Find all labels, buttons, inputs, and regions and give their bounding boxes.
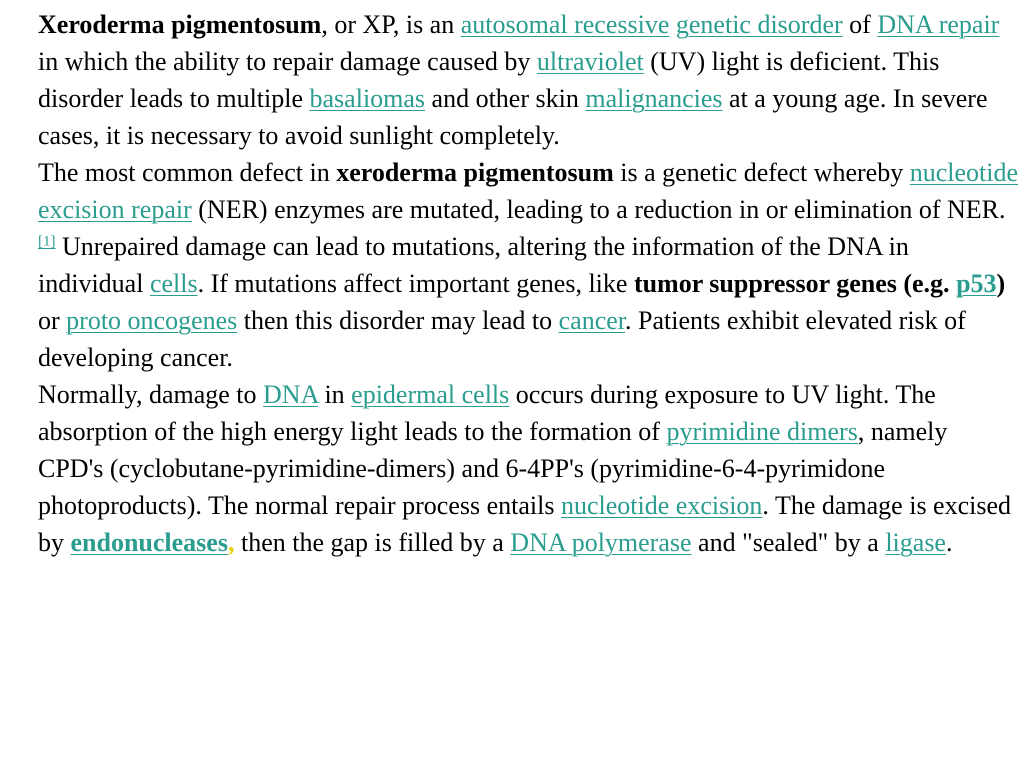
link-epidermal-cells[interactable]: epidermal cells bbox=[351, 380, 510, 409]
highlighted-comma: , bbox=[227, 528, 235, 557]
link-basaliomas[interactable]: basaliomas bbox=[309, 84, 426, 113]
text: ) bbox=[996, 269, 1006, 298]
link-dna[interactable]: DNA bbox=[263, 380, 318, 409]
paragraph-defect bbox=[38, 154, 1018, 376]
link-autosomal-recessive[interactable]: autosomal recessive bbox=[460, 10, 670, 39]
text: is a genetic defect whereby bbox=[613, 158, 910, 187]
paragraph-mechanism bbox=[38, 376, 1018, 561]
link-nucleotide-excision-repair[interactable]: nucleotide excision repair bbox=[38, 158, 1019, 224]
text: , namely CPD's (cyclobutane-pyrimidine-dimers) and 6-4PP's (pyrimidine-6-4-pyrimidone photoproducts). The normal repair process entails bbox=[38, 417, 948, 520]
text: (UV) light is deficient. This disorder leads to multiple bbox=[38, 47, 940, 113]
link-pyrimidine-dimers[interactable]: pyrimidine dimers bbox=[666, 417, 858, 446]
link-ligase[interactable]: ligase bbox=[885, 528, 946, 557]
link-proto-oncogenes[interactable]: proto oncogenes bbox=[66, 306, 238, 335]
text: . Patients exhibit elevated risk of developing cancer. bbox=[38, 306, 966, 372]
term-xeroderma-pigmentosum: Xeroderma pigmentosum bbox=[38, 10, 322, 39]
term-tumor-suppressor-genes bbox=[634, 269, 1005, 298]
link-p53[interactable]: p53 bbox=[956, 269, 997, 298]
text: occurs during exposure to UV light. The absorption of the high energy light leads to the formation of bbox=[38, 380, 936, 446]
text: tumor suppressor genes (e.g. bbox=[633, 269, 957, 298]
text: or bbox=[38, 306, 67, 335]
text: and other skin bbox=[425, 84, 586, 113]
text: . bbox=[945, 528, 953, 557]
text: (NER) enzymes are mutated, leading to a reduction in or elimination of NER. bbox=[191, 195, 1006, 224]
link-cancer[interactable]: cancer bbox=[558, 306, 626, 335]
article-body bbox=[38, 6, 1018, 561]
text: in which the ability to repair damage caused by bbox=[38, 47, 537, 76]
link-ultraviolet[interactable]: ultraviolet bbox=[536, 47, 644, 76]
paragraph-intro bbox=[38, 6, 1018, 154]
link-endonucleases[interactable]: endonucleases bbox=[70, 528, 228, 557]
link-nucleotide-excision[interactable]: nucleotide excision bbox=[560, 491, 763, 520]
text: . If mutations affect important genes, like bbox=[197, 269, 634, 298]
link-dna-repair[interactable]: DNA repair bbox=[877, 10, 1000, 39]
text: , or XP, is an bbox=[321, 10, 461, 39]
text: of bbox=[842, 10, 878, 39]
link-dna-polymerase[interactable]: DNA polymerase bbox=[510, 528, 692, 557]
link-malignancies[interactable]: malignancies bbox=[585, 84, 723, 113]
text: . The damage is excised by bbox=[38, 491, 1012, 557]
term-xeroderma-pigmentosum-2: xeroderma pigmentosum bbox=[336, 158, 614, 187]
text: Unrepaired damage can lead to mutations, altering the information of the DNA in individual bbox=[38, 232, 909, 298]
text: at a young age. In severe cases, it is necessary to avoid sunlight completely. bbox=[38, 84, 988, 150]
link-cells[interactable]: cells bbox=[149, 269, 198, 298]
text: The most common defect in bbox=[38, 158, 337, 187]
text: then this disorder may lead to bbox=[237, 306, 559, 335]
text: in bbox=[317, 380, 352, 409]
text: and "sealed" by a bbox=[691, 528, 886, 557]
link-genetic-disorder[interactable]: genetic disorder bbox=[675, 10, 843, 39]
text: Normally, damage to bbox=[38, 380, 264, 409]
reference-link-1[interactable]: [1] bbox=[38, 233, 56, 250]
text: then the gap is filled by a bbox=[234, 528, 511, 557]
